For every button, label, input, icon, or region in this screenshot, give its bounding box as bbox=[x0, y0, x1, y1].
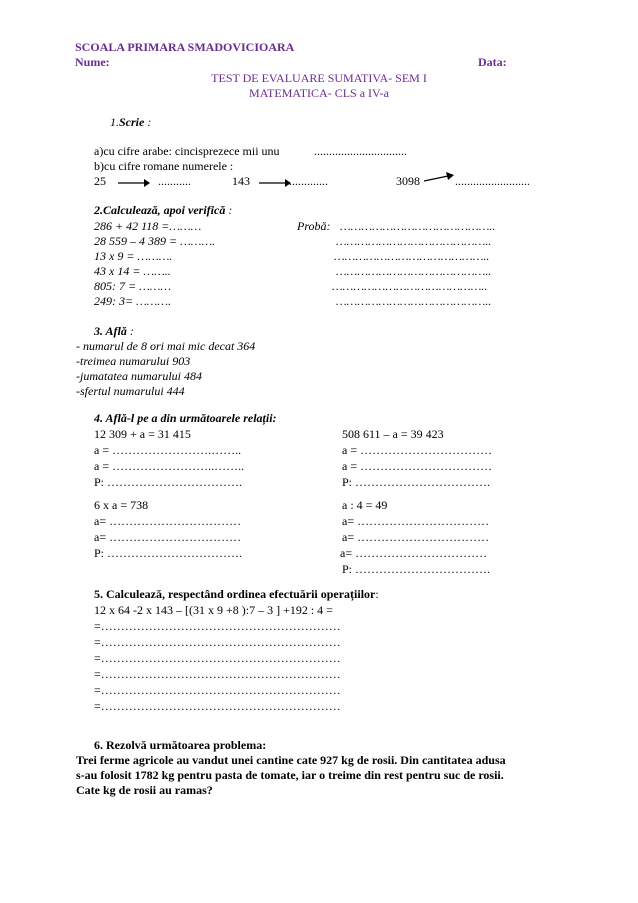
ex1-line-a: a)cu cifre arabe: cincisprezece mii unu bbox=[94, 144, 280, 158]
ex1-dots-2: .............. bbox=[286, 174, 328, 188]
ex2-row-left: 286 + 42 118 =……… bbox=[94, 219, 202, 233]
name-label: Nume: bbox=[75, 55, 110, 69]
ex5-answer-line: =…………………………………………………… bbox=[94, 667, 341, 681]
ex5-answer-line: =…………………………………………………… bbox=[94, 651, 341, 665]
ex2-row-left: 249: 3= ………. bbox=[94, 294, 172, 308]
ex3-heading: 3. Află bbox=[94, 324, 127, 338]
ex3-item: -sfertul numarului 444 bbox=[76, 384, 185, 398]
ex5-expression: 12 x 64 -2 x 143 – [(31 x 9 +8 ):7 – 3 ] +192 : 4 = bbox=[94, 603, 333, 617]
ex2-colon: : bbox=[225, 203, 233, 217]
ex1-line-b: b)cu cifre romane numerele : bbox=[94, 159, 234, 173]
ex6-problem-line: s-au folosit 1782 kg pentru pasta de tomate, iar o treime din rest pentru suc de rosii. bbox=[76, 768, 504, 782]
ex4-left1-eq: 12 309 + a = 31 415 bbox=[94, 427, 191, 441]
ex2-proof-label: Probă: bbox=[297, 219, 331, 233]
ex1-colon: : bbox=[144, 115, 152, 129]
ex2-row-left: 28 559 – 4 389 = ………. bbox=[94, 234, 216, 248]
ex6-problem-line: Cate kg de rosii au ramas? bbox=[76, 783, 213, 797]
ex5-answer-line: =…………………………………………………… bbox=[94, 683, 341, 697]
ex2-row-left: 805: 7 = ……… bbox=[94, 279, 172, 293]
ex2-row-right: …………………………………….. bbox=[334, 249, 490, 263]
ex4-right2-line: a= …………………………… bbox=[340, 546, 488, 560]
ex4-right1-line: a = …………………………… bbox=[342, 459, 493, 473]
ex4-right2-proof: P: ……………………………. bbox=[342, 562, 491, 576]
date-label: Data: bbox=[478, 55, 507, 69]
ex1-dots-3: ......................... bbox=[455, 174, 530, 188]
ex4-left2-line: a= …………………………… bbox=[94, 530, 242, 544]
ex1-line-a-dots: ............................... bbox=[314, 144, 407, 158]
ex1-title bbox=[110, 115, 151, 129]
ex4-left2-proof: P: ……………………………. bbox=[94, 546, 243, 560]
ex2-row-left: 43 x 14 = …….. bbox=[94, 264, 171, 278]
ex4-title: 4. Află-l pe a din următoarele relații: bbox=[94, 411, 277, 425]
ex5-answer-line: =…………………………………………………… bbox=[94, 635, 341, 649]
ex6-title bbox=[94, 738, 266, 752]
ex2-row-right: …………………………………….. bbox=[336, 294, 492, 308]
test-title: TEST DE EVALUARE SUMATIVA- SEM I bbox=[211, 71, 427, 85]
ex4-left1-proof: P: ……………………………. bbox=[94, 475, 243, 489]
right-arrow-icon bbox=[424, 172, 454, 186]
ex5-answer-line: =…………………………………………………… bbox=[94, 699, 341, 713]
ex4-left2-eq: 6 x a = 738 bbox=[94, 498, 149, 512]
test-subtitle: MATEMATICA- CLS a IV-a bbox=[249, 86, 389, 100]
ex2-row-right: …………………………………….. bbox=[332, 279, 488, 293]
ex2-title bbox=[94, 203, 232, 217]
ex1-dots-1: ........... bbox=[158, 174, 191, 188]
ex4-right1-line: a = …………………………… bbox=[342, 443, 493, 457]
ex5-title bbox=[94, 587, 379, 601]
ex3-item: - numarul de 8 ori mai mic decat 364 bbox=[76, 339, 256, 353]
ex3-colon: : bbox=[126, 324, 134, 338]
ex4-right2-line: a= …………………………… bbox=[342, 514, 490, 528]
ex6-problem-line: Trei ferme agricole au vandut unei cantine cate 927 kg de rosii. Din cantitatea adusa bbox=[76, 753, 506, 767]
ex2-heading: 2.Calculează, apoi verifică bbox=[94, 203, 226, 217]
ex1-number: 1. bbox=[110, 115, 119, 129]
ex6-heading: 6. Rezolvă următoarea problema: bbox=[94, 738, 267, 752]
ex3-item: -jumatatea numarului 484 bbox=[76, 369, 202, 383]
ex1-number-25: 25 bbox=[94, 174, 106, 188]
ex3-item: -treimea numarului 903 bbox=[76, 354, 191, 368]
ex2-row-left: 13 x 9 = ………. bbox=[94, 249, 173, 263]
ex5-answer-line: =…………………………………………………… bbox=[94, 619, 341, 633]
ex3-title bbox=[94, 324, 134, 338]
ex1-number-3098: 3098 bbox=[396, 174, 420, 188]
ex4-right2-eq: a : 4 = 49 bbox=[342, 498, 388, 512]
ex2-row-right: …………………………………….. bbox=[336, 234, 492, 248]
school-name: SCOALA PRIMARA SMADOVICIOARA bbox=[75, 40, 295, 54]
ex4-left1-line: a = ……………………..…….. bbox=[94, 459, 245, 473]
ex1-heading: Scrie bbox=[119, 115, 145, 129]
ex4-right1-eq: 508 611 – a = 39 423 bbox=[342, 427, 444, 441]
ex5-heading: 5. Calculează, respectând ordinea efectuării operațiilor bbox=[94, 587, 376, 601]
ex4-right1-proof: P: ……………………………. bbox=[342, 475, 491, 489]
right-arrow-icon bbox=[118, 176, 150, 188]
ex5-colon: : bbox=[375, 587, 379, 601]
ex2-row-right: …………………………………….. bbox=[340, 219, 496, 233]
ex1-number-143: 143 bbox=[232, 174, 250, 188]
ex2-row-right: …………………………………….. bbox=[336, 264, 492, 278]
ex4-left1-line: a = …………………….…….. bbox=[94, 443, 242, 457]
ex4-left2-line: a= …………………………… bbox=[94, 514, 242, 528]
ex4-right2-line: a= …………………………… bbox=[342, 530, 490, 544]
